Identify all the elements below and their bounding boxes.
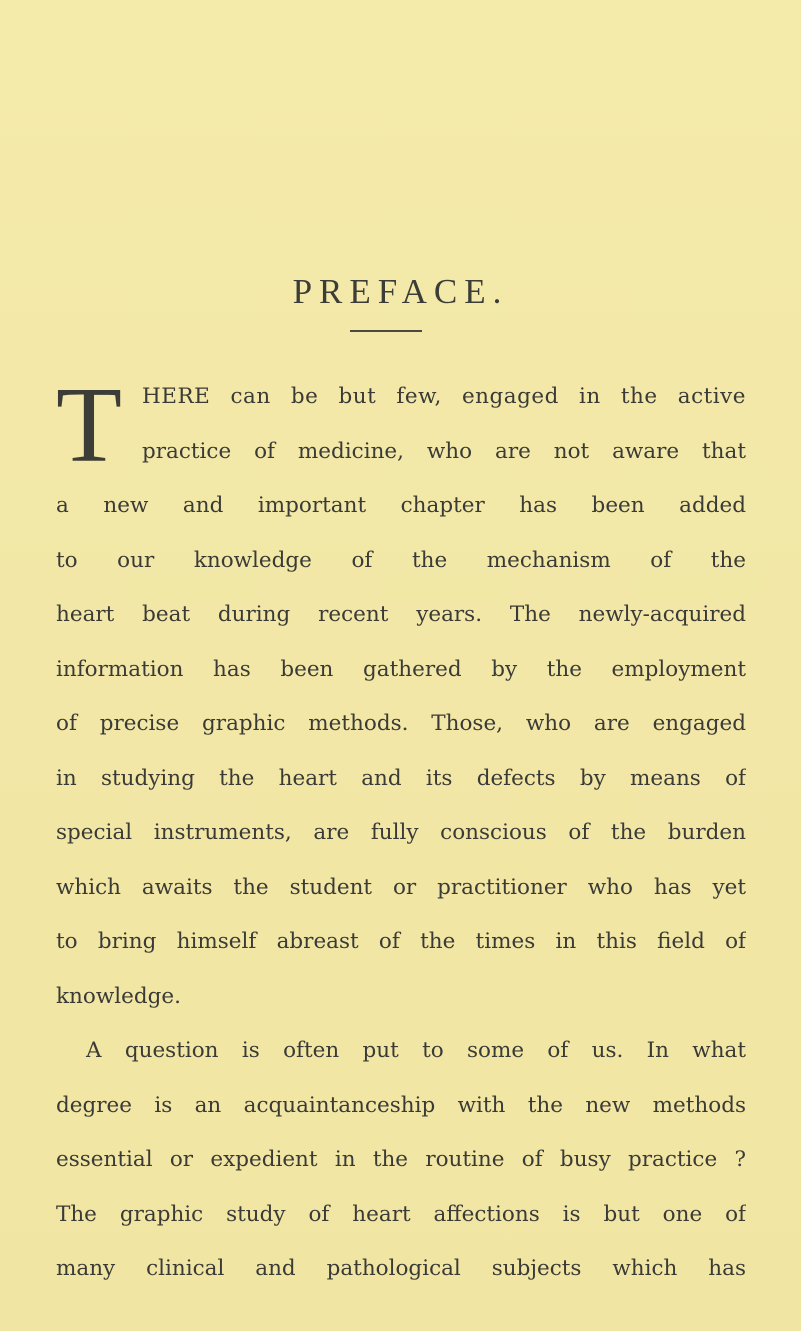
text-line: HERE can be but few, engaged in the active bbox=[142, 384, 746, 409]
paragraph-1 bbox=[56, 366, 746, 1024]
text-line: knowledge. bbox=[56, 983, 181, 1009]
text-line: in studying the heart and its defects by means of bbox=[56, 765, 746, 791]
text-line: which awaits the student or practitioner who has yet bbox=[56, 874, 746, 900]
text-line: The graphic study of heart affections is but one of bbox=[56, 1201, 746, 1227]
text-line: information has been gathered by the employment bbox=[56, 656, 746, 682]
page-title: PREFACE. bbox=[292, 272, 509, 311]
paragraph-2 bbox=[56, 1024, 746, 1297]
text-line: A question is often put to some of us. In what bbox=[86, 1038, 746, 1063]
text-line: to bring himself abreast of the times in this field of bbox=[56, 929, 746, 954]
text-line: special instruments, are fully conscious of the burden bbox=[56, 820, 746, 845]
text-line: to our knowledge of the mechanism of the bbox=[56, 547, 746, 573]
text-line: essential or expedient in the routine of busy practice ? bbox=[56, 1147, 746, 1172]
text-line: degree is an acquaintanceship with the new methods bbox=[56, 1092, 746, 1118]
drop-cap: T bbox=[56, 366, 122, 485]
body-text bbox=[56, 366, 746, 1297]
text-line: a new and important chapter has been added bbox=[56, 493, 746, 518]
text-line: heart beat during recent years. The newly-acquired bbox=[56, 602, 746, 627]
text-line: of precise graphic methods. Those, who are engaged bbox=[56, 711, 746, 736]
text-line: many clinical and pathological subjects which has bbox=[56, 1256, 746, 1281]
title-rule bbox=[350, 330, 422, 332]
text-line: practice of medicine, who are not aware that bbox=[142, 438, 746, 464]
